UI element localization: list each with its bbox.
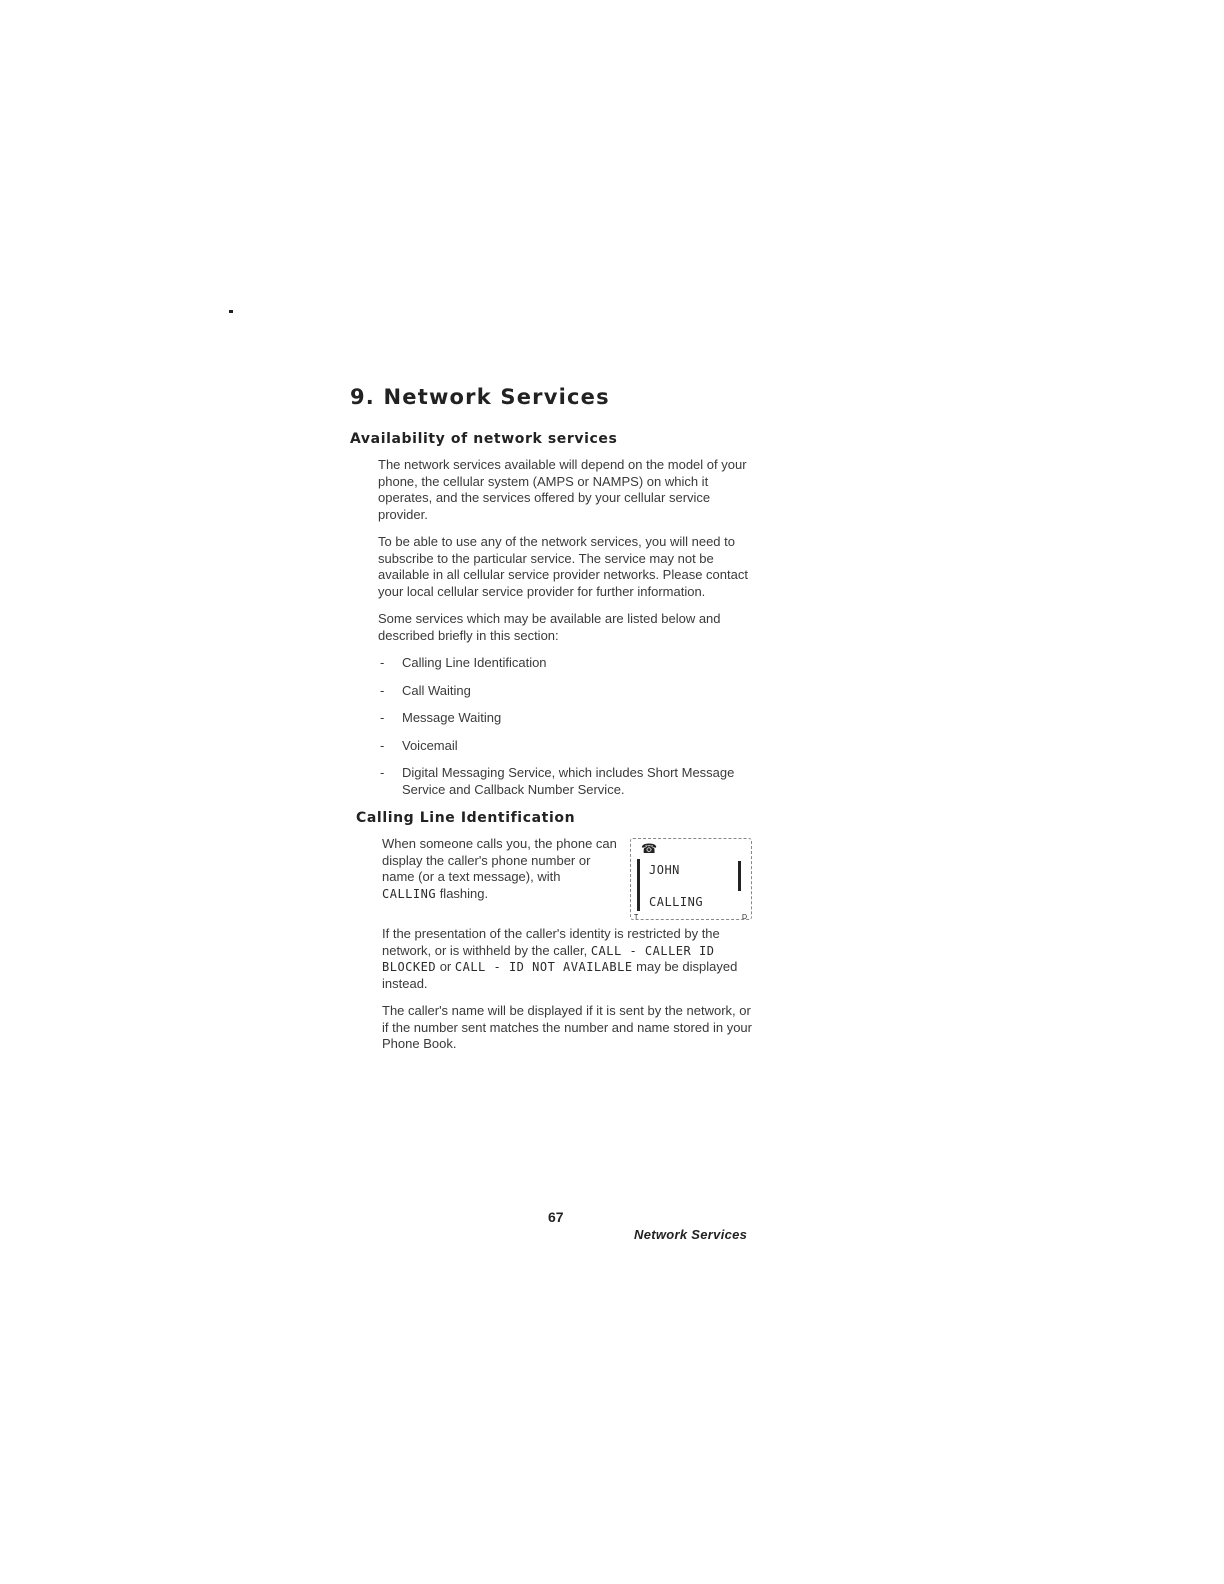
battery-bar xyxy=(738,861,741,891)
calling-code: CALLING xyxy=(382,886,437,901)
list-bullet: - xyxy=(380,737,385,753)
section-title-cli: Calling Line Identification xyxy=(356,810,576,826)
signal-bar xyxy=(637,859,640,911)
services-list xyxy=(378,655,758,798)
list-item xyxy=(378,765,758,798)
list-item xyxy=(378,738,758,755)
list-item xyxy=(378,683,758,700)
scan-speck xyxy=(229,310,233,313)
paragraph: To be able to use any of the network services, you will need to subscribe to the particular service. The service may not be available in all cellular service provider networks. Please contact your local cellular service provider for further information. xyxy=(378,534,748,599)
not-available-code: CALL - ID NOT AVAILABLE xyxy=(454,960,633,974)
cli-intro-text: When someone calls you, the phone can display the caller's phone number or name (or a text message), with xyxy=(382,836,617,884)
page-number: 67 xyxy=(548,1209,564,1225)
list-item-label: Digital Messaging Service, which includes Short Message Service and Callback Number Service. xyxy=(402,765,735,797)
list-item-label: Voicemail xyxy=(402,737,458,753)
list-bullet: - xyxy=(380,710,385,725)
restricted-text: If the presentation of the caller's identity is restricted by the network, or is withheld by the caller, xyxy=(382,926,720,958)
cli-intro-paragraph xyxy=(382,836,618,902)
cli-intro-text-end: flashing. xyxy=(436,885,489,901)
list-item xyxy=(378,655,758,672)
section-title-availability: Availability of network services xyxy=(350,431,618,447)
cli-intro-row xyxy=(382,836,762,920)
footer-section-title: Network Services xyxy=(634,1227,748,1242)
availability-body xyxy=(378,457,758,798)
list-bullet: - xyxy=(380,765,385,780)
display-indicator-right: D xyxy=(741,914,747,921)
cli-body xyxy=(382,926,756,1053)
phone-display-illustration xyxy=(630,838,752,920)
display-indicator-left: T xyxy=(634,914,639,921)
manual-page xyxy=(348,385,768,1064)
paragraph: The network services available will depend on the model of your phone, the cellular system (AMPS or NAMPS) on which it operates, and the services offered by your cellular service provider. xyxy=(378,457,747,522)
list-bullet: - xyxy=(380,682,385,698)
name-paragraph: The caller's name will be displayed if it is sent by the network, or if the number sent matches the number and name stored in your Phone Book. xyxy=(382,1003,752,1051)
list-item xyxy=(378,710,758,727)
list-item-label: Call Waiting xyxy=(402,682,471,698)
incoming-call-icon: ☎ xyxy=(641,841,658,856)
display-call-status: CALLING xyxy=(649,895,704,909)
blocked-code: CALL - CALLER ID BLOCKED xyxy=(382,943,715,974)
list-bullet: - xyxy=(380,655,385,670)
chapter-title: 9. Network Services xyxy=(350,385,610,409)
list-item-label: Message Waiting xyxy=(402,710,502,725)
list-item-label: Calling Line Identification xyxy=(402,655,547,670)
paragraph: Some services which may be available are listed below and described briefly in this section: xyxy=(378,611,721,643)
restricted-text-end: may be displayed instead. xyxy=(382,959,738,991)
display-caller-name: JOHN xyxy=(649,863,680,877)
restricted-paragraph xyxy=(382,926,756,992)
restricted-or: or xyxy=(436,959,455,974)
